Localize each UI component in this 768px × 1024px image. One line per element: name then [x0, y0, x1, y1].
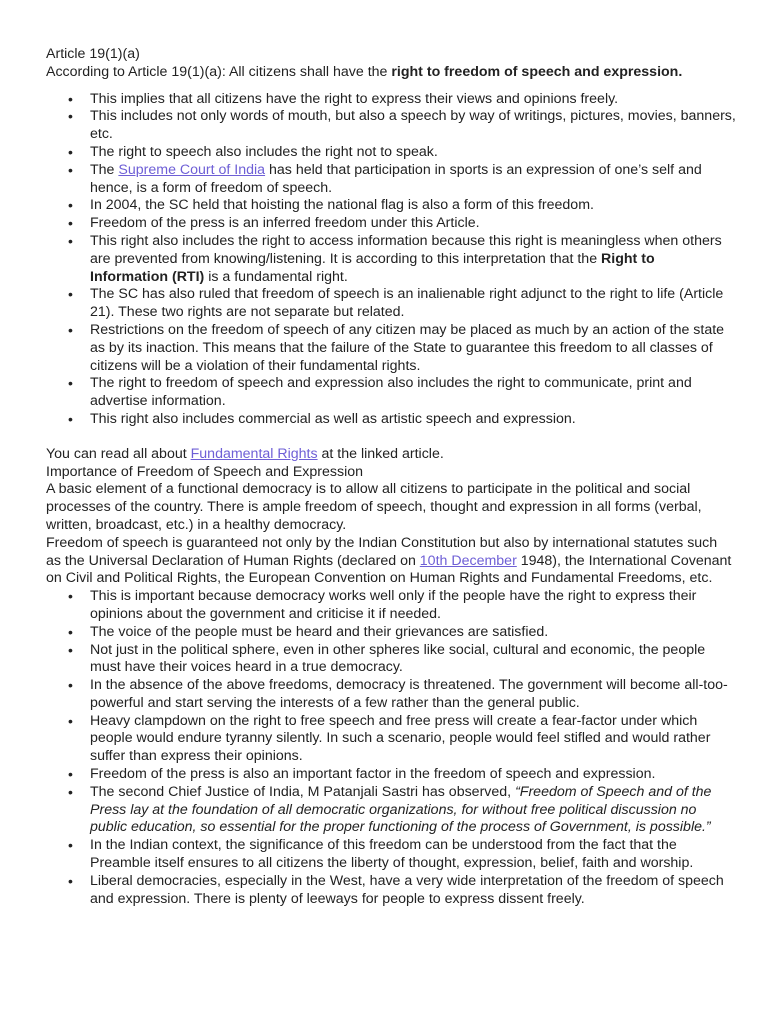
list-item: • Freedom of the press is an inferred freedom under this Article. [46, 215, 736, 233]
article-heading: Article 19(1)(a) [46, 46, 140, 62]
list-item: • Heavy clampdown on the right to free speech and free press will create a fear-factor under which people would endure tyranny silently. In such a scenario, people would feel stifled and would rather suffer than express their opinions. [46, 713, 736, 766]
list-item: • The second Chief Justice of India, M Patanjali Sastri has observed, “Freedom of Speech and of the Press lay at the foundation of all democratic organizations, for without free political discussion no public education, so essential for the proper functioning of the process of Government, is possible.” [46, 784, 736, 837]
list-item: • This includes not only words of mouth, but also a speech by way of writings, pictures, movies, banners, etc. [46, 108, 736, 144]
list-item: • The right to speech also includes the right not to speak. [46, 144, 736, 162]
sastri-quote: “Freedom of Speech and of the Press lay at the foundation of all democratic organizations, for without free political discussion no public education, so essential for the proper functioning of the process of Government, is possible.” [90, 783, 712, 836]
importance-heading: Importance of Freedom of Speech and Expression [46, 463, 364, 480]
list-item: • Restrictions on the freedom of speech of any citizen may be placed as much by an action of the state as by its inaction. This means that the failure of the State to guarantee this freedom to all classes of citizens will be a violation of their fundamental rights. [46, 322, 736, 375]
list-item: • Liberal democracies, especially in the West, have a very wide interpretation of the freedom of speech and expression. There is plenty of leeways for people to express dissent freely. [46, 873, 736, 909]
statutes-paragraph: Freedom of speech is guaranteed not only by the Indian Constitution but also by international statutes such as the Universal Declaration of Human Rights (declared on 10th December 1948), the International Covenant on Civil and Political Rights, the European Convention on Human Rights and Fundamental Freedoms, etc. [46, 534, 732, 587]
fundamental-rights-link[interactable]: Fundamental Rights [190, 445, 318, 462]
list-item: • Freedom of the press is also an important factor in the freedom of speech and expression. [46, 766, 736, 784]
list-item: • This is important because democracy works well only if the people have the right to express their opinions about the government and criticise it if needed. [46, 588, 736, 624]
read-more-paragraph: You can read all about Fundamental Rights at the linked article. [46, 445, 444, 462]
article-points-list [46, 91, 736, 429]
list-item: • The voice of the people must be heard and their grievances are satisfied. [46, 624, 736, 642]
list-item: • In 2004, the SC held that hoisting the national flag is also a form of this freedom. [46, 197, 736, 215]
democracy-paragraph: A basic element of a functional democracy is to allow all citizens to participate in the political and social processes of the country. There is ample freedom of speech, thought and expression in all forms (verbal, written, broadcast, etc.) in a healthy democracy. [46, 481, 702, 533]
intro-bold: right to freedom of speech and expression. [391, 63, 683, 80]
list-item: • This implies that all citizens have the right to express their views and opinions freely. [46, 91, 736, 109]
intro-paragraph: According to Article 19(1)(a): All citizens shall have the right to freedom of speech and expression. [46, 63, 683, 80]
supreme-court-link[interactable]: Supreme Court of India [118, 161, 266, 178]
december-link[interactable]: 10th December [419, 552, 517, 569]
list-item: • The Supreme Court of India has held that participation in sports is an expression of one’s self and hence, is a form of freedom of speech. [46, 162, 736, 198]
importance-points-list [46, 588, 736, 908]
rti-bold: Right to Information (RTI) [90, 250, 655, 285]
list-item: • Not just in the political sphere, even in other spheres like social, cultural and economic, the people must have their voices heard in a true democracy. [46, 642, 736, 678]
list-item: • In the absence of the above freedoms, democracy is threatened. The government will become all-too-powerful and start serving the interests of a few rather than the general public. [46, 677, 736, 713]
list-item: • The right to freedom of speech and expression also includes the right to communicate, print and advertise information. [46, 375, 736, 411]
list-item: • The SC has also ruled that freedom of speech is an inalienable right adjunct to the right to life (Article 21). These two rights are not separate but related. [46, 286, 736, 322]
document-page [46, 46, 736, 908]
list-item: • In the Indian context, the significance of this freedom can be understood from the fact that the Preamble itself ensures to all citizens the liberty of thought, expression, belief, faith and worship. [46, 837, 736, 873]
list-item: • This right also includes commercial as well as artistic speech and expression. [46, 411, 736, 429]
list-item: • This right also includes the right to access information because this right is meaningless when others are prevented from knowing/listening. It is according to this interpretation that the Right to Information (RTI) is a fundamental right. [46, 233, 736, 286]
